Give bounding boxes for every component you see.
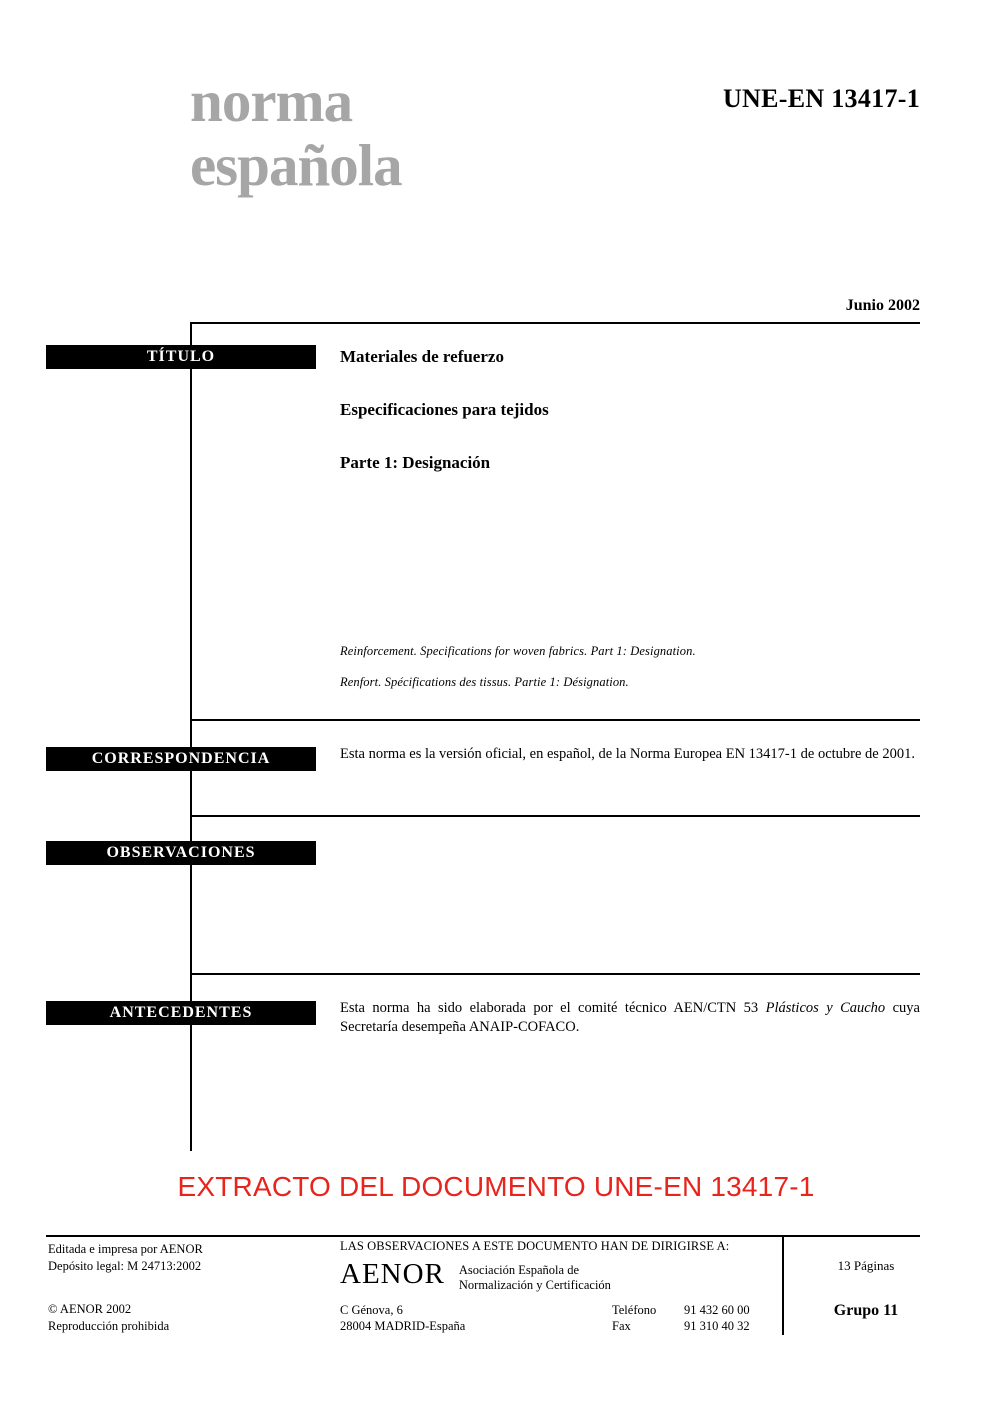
section-label-correspondencia: CORRESPONDENCIA	[46, 747, 316, 771]
aenor-org-line-2: Normalización y Certificación	[458, 1278, 611, 1292]
masthead-line-1: norma	[190, 68, 353, 134]
publication-date: Junio 2002	[845, 297, 920, 314]
rule-observaciones-top	[190, 815, 920, 817]
section-label-titulo: TÍTULO	[46, 345, 316, 369]
footer-center	[340, 1239, 770, 1334]
masthead	[190, 70, 670, 196]
group-number: Grupo 11	[833, 1302, 899, 1319]
alt-title-french: Renfort. Spécifications des tissus. Partie 1: Désignation.	[340, 675, 629, 689]
section-label-observaciones: OBSERVACIONES	[46, 841, 316, 865]
footer-right	[800, 1258, 932, 1320]
aenor-org-line-1: Asociación Española de	[458, 1263, 579, 1277]
masthead-line-2: española	[190, 132, 402, 198]
correspondencia-text: Esta norma es la versión oficial, en español, de la Norma Europea EN 13417-1 de octubre de 2001.	[340, 746, 915, 762]
antecedentes-text-italic: Plásticos y Caucho	[765, 1000, 886, 1016]
footer-divider	[782, 1237, 784, 1335]
section-content-antecedentes	[340, 999, 920, 1037]
antecedentes-text-after: cuya Secretaría desempeña ANAIP-COFACO.	[340, 1000, 920, 1035]
footer-editor: Editada e impresa por AENOR	[48, 1242, 203, 1256]
title-line-3: Parte 1: Designación	[340, 453, 491, 472]
rule-antecedentes-top	[190, 973, 920, 975]
rule-correspondencia-top	[190, 719, 920, 721]
aenor-address	[340, 1302, 612, 1334]
footer-reproduction-notice: Reproducción prohibida	[48, 1319, 170, 1333]
alternate-titles	[340, 644, 920, 706]
section-label-antecedentes: ANTECEDENTES	[46, 1001, 316, 1025]
page-count: 13 Páginas	[837, 1258, 895, 1273]
aenor-address-line-2: 28004 MADRID-España	[340, 1319, 466, 1333]
footer-legal-deposit: Depósito legal: M 24713:2002	[48, 1259, 202, 1273]
antecedentes-text	[340, 999, 920, 1037]
aenor-address-line-1: C Génova, 6	[340, 1303, 403, 1317]
section-content-titulo	[340, 347, 920, 506]
fax-value: 91 310 40 32	[684, 1319, 750, 1333]
extract-banner: EXTRACTO DEL DOCUMENTO UNE-EN 13417-1	[177, 1171, 815, 1202]
document-code: UNE-EN 13417-1	[722, 84, 920, 113]
phone-label: Teléfono	[612, 1303, 657, 1317]
rule-top	[190, 322, 920, 324]
aenor-organization	[459, 1263, 611, 1293]
aenor-logo: AENOR	[340, 1258, 445, 1290]
aenor-identity	[340, 1258, 770, 1293]
phone-value: 91 432 60 00	[684, 1303, 750, 1317]
fax-label: Fax	[612, 1319, 631, 1333]
footer-left	[48, 1241, 203, 1335]
title-line-2: Especificaciones para tejidos	[340, 400, 549, 419]
footer-copyright: © AENOR 2002	[48, 1302, 132, 1316]
spine-antecedentes	[190, 973, 192, 1151]
spine-titulo	[190, 322, 192, 719]
aenor-contact	[340, 1302, 770, 1334]
title-line-1: Materiales de refuerzo	[340, 347, 504, 366]
spine-observaciones	[190, 815, 192, 973]
section-content-correspondencia	[340, 745, 920, 764]
rule-footer	[46, 1235, 920, 1237]
aenor-contact-labels	[612, 1302, 684, 1334]
aenor-contact-values	[684, 1302, 750, 1334]
alt-title-english: Reinforcement. Specifications for woven fabrics. Part 1: Designation.	[340, 644, 696, 658]
footer-observations-notice: LAS OBSERVACIONES A ESTE DOCUMENTO HAN DE DIRIGIRSE A:	[340, 1239, 730, 1253]
antecedentes-text-before: Esta norma ha sido elaborada por el comité técnico AEN/CTN 53	[340, 1000, 766, 1016]
